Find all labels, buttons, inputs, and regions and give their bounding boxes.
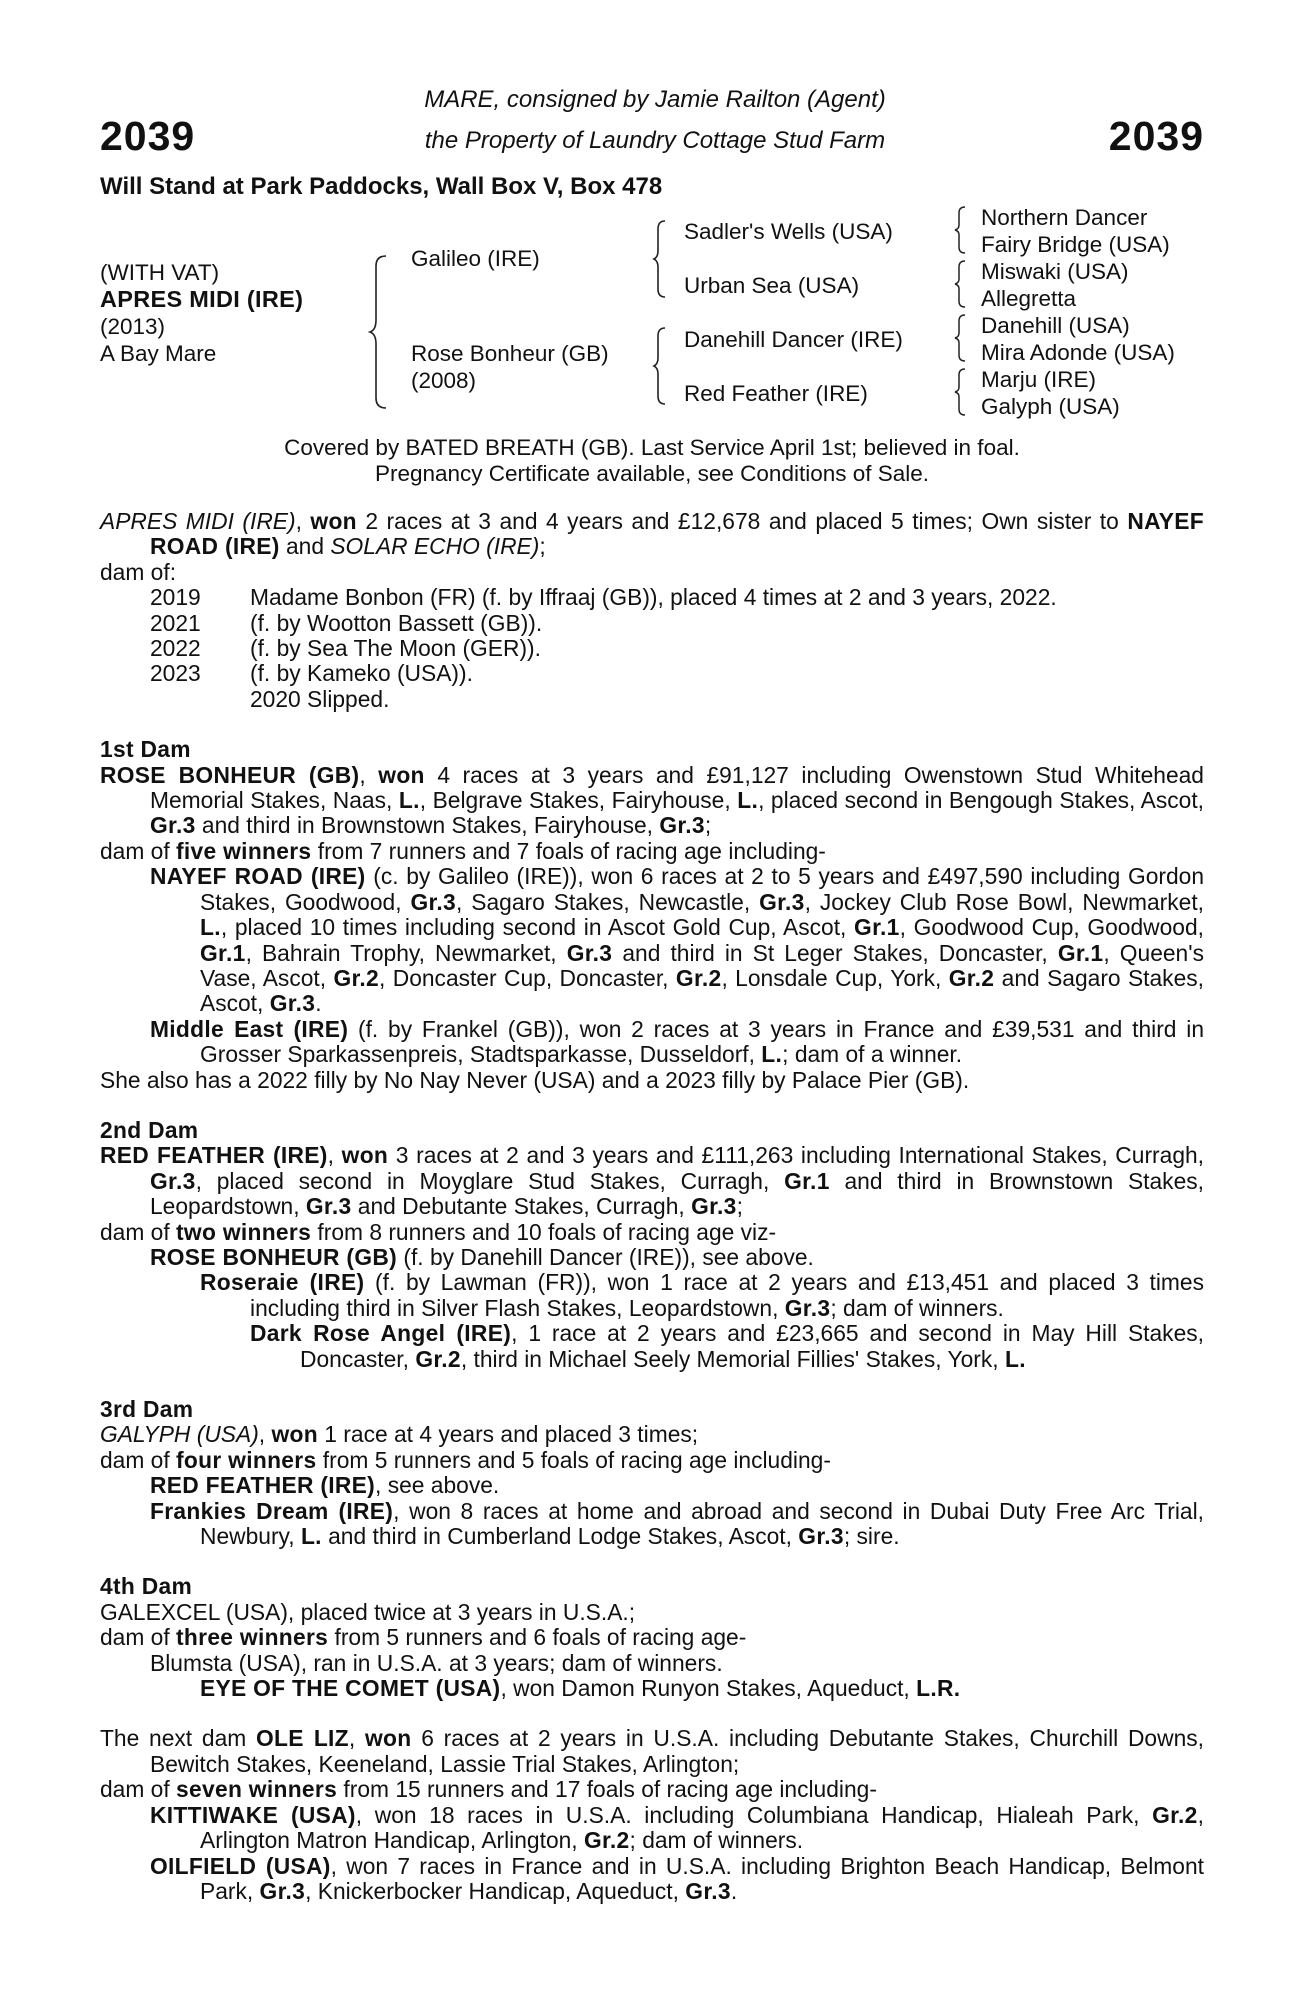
progeny-text: 2020 Slipped. <box>250 685 390 712</box>
fourth-dam-paragraph: GALEXCEL (USA), placed twice at 3 years in U.S.A.; <box>100 1598 636 1625</box>
dam-of-line <box>100 1448 1204 1473</box>
progeny-list <box>100 585 1204 712</box>
race-text: ; sire. <box>843 1523 900 1550</box>
grade-label: Gr.3 <box>150 1167 196 1194</box>
race-text: ; dam of winners. <box>629 1827 804 1854</box>
dam-of-text: from 15 runners and 17 foals of racing age including- <box>337 1776 877 1803</box>
race-text: , Doncaster Cup, Doncaster, <box>379 964 676 991</box>
pedigree-brace-5 <box>953 259 967 309</box>
progeny-year: 2019 <box>150 584 201 611</box>
dam-of-text: dam of <box>100 1776 177 1803</box>
progeny-text: (f. by Wootton Bassett (GB)). <box>250 609 543 636</box>
offspring-name: Dark Rose Angel (IRE) <box>250 1320 512 1347</box>
offspring-entry <box>100 1854 1204 1905</box>
race-text: and third in Brownstown Stakes, Leopardstown, <box>150 1167 1204 1220</box>
grade-label: Gr.3 <box>685 1877 731 1904</box>
grade-label: Gr.3 <box>691 1193 737 1220</box>
progeny-row <box>100 661 1204 686</box>
first-dam-heading: 1st Dam <box>100 736 191 763</box>
grade-label: Gr.1 <box>784 1167 830 1194</box>
race-text: (f. by Danehill Dancer (IRE)), see above. <box>397 1243 814 1270</box>
fourth-dam-heading: 4th Dam <box>100 1573 193 1600</box>
dam-name: Rose Bonheur (GB) <box>411 341 609 366</box>
ggs-6: Mira Adonde (USA) <box>981 340 1175 365</box>
race-text: ; <box>736 1193 743 1220</box>
covered-line-2: Pregnancy Certificate available, see Conditions of Sale. <box>374 461 930 486</box>
race-text: ; dam of a winner. <box>782 1041 963 1068</box>
dam-of-line <box>100 1220 1204 1245</box>
offspring-entry: Blumsta (USA), ran in U.S.A. at 3 years; dam of winners. <box>150 1649 723 1676</box>
catalogue-body <box>100 509 1204 1904</box>
race-text: , <box>348 1725 365 1752</box>
covered-note <box>100 435 1204 487</box>
race-text: , 1 race at 2 years and £23,665 and second in May Hill Stakes, Doncaster, <box>300 1320 1204 1372</box>
dam-sire: Danehill Dancer (IRE) <box>684 327 903 352</box>
winners-count: five winners <box>176 837 312 864</box>
dam-of-text: dam of <box>100 1624 177 1651</box>
intro-text: ; <box>539 533 546 560</box>
race-text: , placed second in Bengough Stakes, Ascot, <box>758 787 1204 814</box>
race-text: , won Damon Runyon Stakes, Aqueduct, <box>500 1675 917 1702</box>
ggs-2: Fairy Bridge (USA) <box>981 232 1170 257</box>
race-text: , Arlington Matron Handicap, Arlington, <box>200 1801 1204 1854</box>
dam-of-text: from 5 runners and 5 foals of racing age including- <box>316 1446 831 1473</box>
race-text: , Bahrain Trophy, Newmarket, <box>245 939 567 966</box>
race-text: , placed second in Moyglare Stud Stakes, Curragh, <box>195 1167 785 1194</box>
grade-label: Gr.3 <box>269 990 316 1017</box>
listed-label: L. <box>300 1523 322 1550</box>
race-text: , won 7 races in France and in U.S.A. including Brighton Beach Handicap, Belmont Park, <box>200 1852 1204 1904</box>
progeny-row <box>100 585 1204 610</box>
offspring-entry <box>100 1473 1204 1498</box>
race-text: , Knickerbocker Handicap, Aqueduct, <box>305 1877 686 1904</box>
also-note: She also has a 2022 filly by No Nay Never (USA) and a 2023 filly by Palace Pier (GB). <box>100 1066 970 1093</box>
second-dam-paragraph: RED FEATHER (IRE), won 3 races at 2 and 3 years and £111,263 including International Stakes, Curragh, Gr.3, placed second in Moyglare Stud Stakes, Curragh, Gr.1 and third in Brownstown Stakes, Leopardstown, Gr.3 and Debutante Stakes, Curragh, Gr.3; <box>100 1142 1205 1220</box>
race-text: (f. by Lawman (FR)), won 1 race at 2 years and £13,451 and placed 3 times including third in Silver Flash Stakes, Leopardstown, <box>250 1269 1204 1321</box>
race-text: The next dam <box>100 1725 256 1752</box>
covered-line-1: Covered by BATED BREATH (GB). Last Service April 1st; believed in foal. <box>284 435 1020 460</box>
offspring-entry <box>100 1803 1204 1854</box>
grade-label: Gr.3 <box>566 939 613 966</box>
listed-label: L. <box>200 914 221 941</box>
dam-of-line <box>100 1625 1204 1650</box>
grade-label: Gr.3 <box>659 812 705 839</box>
race-text: and third in St Leger Stakes, Doncaster, <box>612 939 1058 966</box>
offspring-name: NAYEF ROAD (IRE) <box>150 863 366 890</box>
grade-label: Gr.2 <box>675 964 722 991</box>
intro-text: 2 races at 3 and 4 years and £12,678 and placed 5 times; Own sister to <box>356 508 1128 534</box>
grade-label: Gr.2 <box>1152 1801 1198 1828</box>
pedigree-brace-4 <box>953 205 967 255</box>
race-text: , Lonsdale Cup, York, <box>721 964 949 991</box>
race-text: , won 8 races at home and abroad and second in Dubai Duty Free Arc Trial, Newbury, <box>200 1497 1204 1550</box>
dam-of-text: from 8 runners and 10 foals of racing age viz- <box>311 1218 777 1245</box>
race-text: and Debutante Stakes, Curragh, <box>351 1193 692 1220</box>
race-text: (f. by Frankel (GB)), won 2 races at 3 years in France and £39,531 and third in Grosser Sparkassenpreis, Stadtsparkasse, Dusseldorf, <box>200 1015 1205 1068</box>
won-label: won <box>365 1725 412 1752</box>
race-text: ; <box>704 812 712 839</box>
winners-count: three winners <box>176 1624 329 1651</box>
sibling-2: SOLAR ECHO (IRE) <box>330 533 540 560</box>
sire-sire: Sadler's Wells (USA) <box>684 219 893 244</box>
pedigree-brace-7 <box>953 367 967 417</box>
grade-label: Gr.3 <box>784 1294 831 1321</box>
grade-label: Gr.3 <box>259 1877 306 1904</box>
ggs-1: Northern Dancer <box>981 205 1148 230</box>
sibling-1: NAYEF ROAD (IRE) <box>150 508 1204 560</box>
race-text: ; dam of winners. <box>830 1294 1004 1321</box>
race-text: . <box>315 990 322 1017</box>
third-dam-paragraph: GALYPH (USA), won 1 race at 4 years and placed 3 times; <box>100 1421 699 1448</box>
offspring-entry <box>100 1245 1204 1270</box>
property-line: the Property of Laundry Cottage Stud Farm <box>424 127 886 154</box>
grade-label: Gr.2 <box>583 1827 630 1854</box>
progeny-year: 2023 <box>150 660 201 687</box>
ggs-4: Allegretta <box>981 286 1077 311</box>
race-text: , Goodwood Cup, Goodwood, <box>899 914 1204 941</box>
offspring-entry <box>100 1270 1204 1321</box>
progeny-row <box>100 611 1204 636</box>
sire-name: Galileo (IRE) <box>411 246 540 271</box>
grade-label: Gr.3 <box>305 1193 352 1220</box>
sire-dam: Urban Sea (USA) <box>684 273 860 298</box>
ggs-7: Marju (IRE) <box>981 367 1097 392</box>
ggs-8: Galyph (USA) <box>981 394 1120 419</box>
pedigree-brace-dam <box>652 326 668 406</box>
offspring-name: Middle East (IRE) <box>150 1015 349 1042</box>
offspring-name: ROSE BONHEUR (GB) <box>150 1243 398 1270</box>
vat-note: (WITH VAT) <box>100 260 220 285</box>
offspring-entry <box>100 864 1204 1016</box>
race-text: , Queen's Vase, Ascot, <box>200 939 1204 991</box>
dam-of-text: from 5 runners and 6 foals of racing age- <box>328 1624 747 1651</box>
winners-count: four winners <box>176 1446 317 1473</box>
grade-label: Gr.3 <box>798 1523 844 1550</box>
winners-count: two winners <box>176 1218 312 1245</box>
offspring-name: EYE OF THE COMET (USA) <box>200 1675 501 1702</box>
race-text: and Sagaro Stakes, Ascot, <box>200 964 1204 1017</box>
progeny-year: 2021 <box>150 609 201 636</box>
dam-of-text: dam of <box>100 1446 177 1473</box>
grade-label: Gr.2 <box>948 964 995 991</box>
intro-horse: APRES MIDI (IRE) <box>100 508 296 534</box>
offspring-name: OILFIELD (USA) <box>150 1852 331 1879</box>
dam-of-text: dam of <box>100 1218 177 1245</box>
stand-location: Will Stand at Park Paddocks, Wall Box V, Box 478 <box>100 173 663 200</box>
horse-name: APRES MIDI (IRE) <box>100 286 304 312</box>
race-text: . <box>730 1877 738 1904</box>
progeny-text: (f. by Sea The Moon (GER)). <box>250 635 541 662</box>
second-dam-heading: 2nd Dam <box>100 1116 199 1143</box>
offspring-entry <box>100 1321 1204 1372</box>
first-dam-name: ROSE BONHEUR (GB) <box>100 761 360 788</box>
next-dam-name: OLE LIZ <box>256 1725 349 1752</box>
pedigree-brace-sire <box>652 219 668 299</box>
ggs-3: Miswaki (USA) <box>981 259 1129 284</box>
race-text: , see above. <box>375 1472 500 1499</box>
won-label: won <box>341 1142 389 1169</box>
offspring-entry <box>100 1017 1204 1068</box>
race-text: , won 18 races in U.S.A. including Columbiana Handicap, Hialeah Park, <box>355 1801 1153 1828</box>
race-text: 6 races at 2 years in U.S.A. including Debutante Stakes, Churchill Downs, Bewitch Stakes, Keeneland, Lassie Trial Stakes, Arlington; <box>150 1725 1204 1777</box>
dam-dam: Red Feather (IRE) <box>684 381 868 406</box>
dam-of-text: from 7 runners and 7 foals of racing age including- <box>311 837 826 864</box>
offspring-name: KITTIWAKE (USA) <box>150 1801 356 1828</box>
next-dam-paragraph <box>100 1726 1204 1777</box>
dam-year: (2008) <box>411 368 477 393</box>
race-text: 3 races at 2 and 3 years and £111,263 including International Stakes, Curragh, <box>388 1142 1205 1169</box>
listed-label: L. <box>737 787 759 814</box>
race-text: , placed 10 times including second in Ascot Gold Cup, Ascot, <box>220 914 855 941</box>
dam-of-line <box>100 1777 1204 1802</box>
race-text: 1 race at 4 years and placed 3 times; <box>317 1421 699 1448</box>
grade-label: Gr.2 <box>333 964 380 991</box>
race-text: (c. by Galileo (IRE)), won 6 races at 2 to 5 years and £497,590 including Gordon Stakes, Goodwood, <box>200 863 1205 915</box>
intro-paragraph: APRES MIDI (IRE), won 2 races at 3 and 4 years and £12,678 and placed 5 times; Own sister to NAYEF ROAD (IRE) and SOLAR ECHO (IRE); <box>100 508 1204 560</box>
winners-count: seven winners <box>176 1776 338 1803</box>
grade-label: Gr.3 <box>150 812 196 839</box>
offspring-entry <box>100 1499 1204 1550</box>
third-dam-heading: 3rd Dam <box>100 1396 194 1422</box>
progeny-year: 2022 <box>150 635 201 662</box>
offspring-entry <box>100 1676 1204 1701</box>
race-text: , Belgrave Stakes, Fairyhouse, <box>419 787 738 814</box>
progeny-row <box>100 687 1204 712</box>
grade-label: Gr.3 <box>759 888 805 915</box>
won-label: won <box>310 508 357 534</box>
pedigree-brace-main <box>368 254 390 410</box>
listed-label: L.R. <box>916 1675 961 1702</box>
lot-number-right: 2039 <box>1108 113 1204 159</box>
second-dam-name: RED FEATHER (IRE) <box>100 1142 328 1169</box>
grade-label: Gr.1 <box>854 914 900 941</box>
race-text: , Sagaro Stakes, Newcastle, <box>456 888 760 915</box>
offspring-name: RED FEATHER (IRE) <box>150 1472 376 1499</box>
race-text: and third in Cumberland Lodge Stakes, Ascot, <box>321 1523 799 1550</box>
progeny-text: (f. by Kameko (USA)). <box>250 660 473 687</box>
grade-label: Gr.1 <box>1057 939 1104 966</box>
dam-of-text: dam of <box>100 837 177 864</box>
progeny-year <box>100 687 250 712</box>
dam-of-label: dam of: <box>100 558 177 585</box>
horse-description: A Bay Mare <box>100 341 217 366</box>
race-text: and third in Brownstown Stakes, Fairyhouse, <box>195 812 660 839</box>
race-text: , Jockey Club Rose Bowl, Newmarket, <box>804 888 1204 915</box>
won-label: won <box>271 1421 318 1448</box>
first-dam-paragraph: ROSE BONHEUR (GB), won 4 races at 3 years and £91,127 including Owenstown Stud Whitehead Memorial Stakes, Naas, L., Belgrave Stakes, Fairyhouse, L., placed second in Bengough Stakes, Ascot, Gr.3 and third in Brownstown Stakes, Fairyhouse, Gr.3; <box>100 761 1204 839</box>
ggs-5: Danehill (USA) <box>981 313 1130 338</box>
horse-year: (2013) <box>100 314 166 339</box>
third-dam-name: GALYPH (USA) <box>100 1421 259 1448</box>
offspring-name: Frankies Dream (IRE) <box>150 1497 394 1524</box>
grade-label: Gr.1 <box>200 939 246 966</box>
grade-label: Gr.3 <box>410 888 457 915</box>
race-text: , third in Michael Seely Memorial Fillies' Stakes, York, <box>460 1345 1005 1372</box>
grade-label: Gr.2 <box>415 1345 461 1372</box>
intro-text: and <box>279 533 331 560</box>
consignor-line: MARE, consigned by Jamie Railton (Agent) <box>424 86 886 113</box>
progeny-text: Madame Bonbon (FR) (f. by Iffraaj (GB)), placed 4 times at 2 and 3 years, 2022. <box>250 584 1057 611</box>
race-text: 4 races at 3 years and £91,127 including Owenstown Stud Whitehead Memorial Stakes, Naas, <box>150 761 1204 814</box>
lot-number-left: 2039 <box>100 113 196 159</box>
dam-of-line <box>100 839 1204 864</box>
pedigree-brace-6 <box>953 313 967 363</box>
offspring-name: Roseraie (IRE) <box>200 1269 365 1296</box>
progeny-row <box>100 636 1204 661</box>
listed-label: L. <box>761 1041 783 1068</box>
won-label: won <box>378 761 425 788</box>
listed-label: L. <box>1004 1345 1026 1372</box>
listed-label: L. <box>398 787 420 814</box>
